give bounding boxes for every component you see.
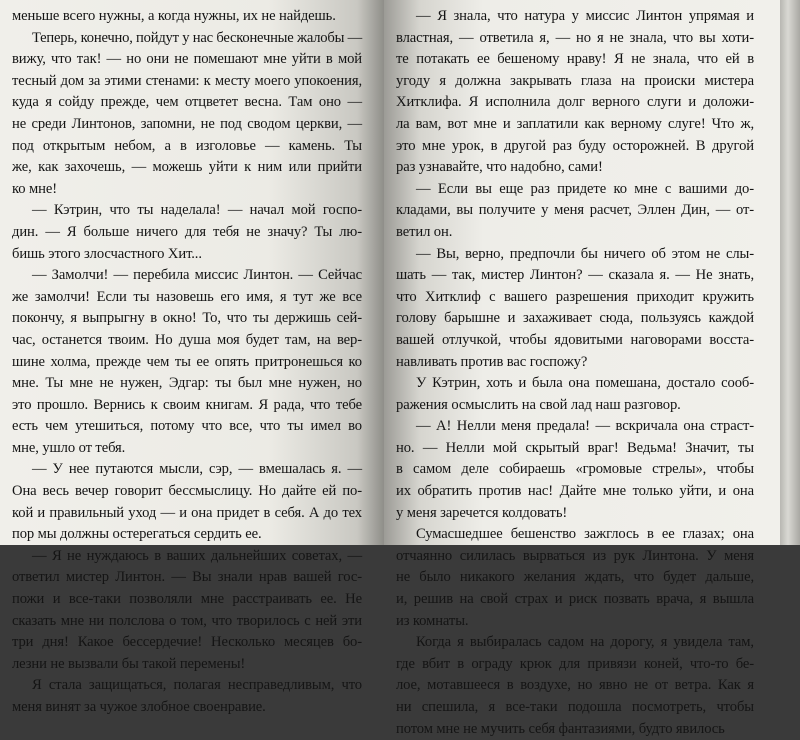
text-line: это мне урок, в другой раз буду осторожней. В другой xyxy=(396,137,754,154)
text-line: кладами, вы получите у меня расчет, Эллен Дин, — от- xyxy=(396,202,754,219)
text-line: куда я сойду прежде, чем отцветет весна. Там оно — xyxy=(12,94,362,111)
text-line: что Хитклиф с вашего разрешения приходит кружить xyxy=(396,288,754,305)
text-line: — Я не нуждаюсь в ваших дальнейших советах, — xyxy=(32,547,362,564)
text-line: под открытым небом, а в изголовье — камень. Ты xyxy=(12,137,362,154)
text-line: ни спешила, я все-таки подошла посмотреть, чтобы xyxy=(396,699,754,715)
text-line: Когда я выбиралась садом на дорогу, я увидела там, xyxy=(416,634,754,651)
text-line: меня винят за чужое злобное своенравие. xyxy=(12,699,266,715)
text-line: вижу, что так! — но они не помешают мне уйти в мой xyxy=(12,51,362,68)
text-line: властная, — ответила я, — но я не знала, что вы хоти- xyxy=(396,29,754,46)
text-line: мне, ушло от тебя. xyxy=(12,439,126,456)
text-line: не было никакого желания ждать, что будет дальше, xyxy=(396,569,754,586)
text-line: кой и правильный уход — и она придет в себя. А до тех xyxy=(12,504,362,521)
text-line: но. — Нелли мой скрытый враг! Ведьма! Значит, ты xyxy=(396,439,754,456)
text-line: бишь этого злосчастного Хит... xyxy=(12,245,202,262)
text-line: те потакать ее бешеному нраву! Я не знала, что ей в xyxy=(396,51,754,68)
text-line: потом мне не мучить себя фантазиями, будто явилось xyxy=(396,720,725,737)
text-line: лезни не вызвали бы такой перемены! xyxy=(12,655,246,672)
text-line: Сумасшедшее бешенство зажглось в ее глазах; она xyxy=(416,526,754,543)
text-line: ответил мистер Линтон. — Вы знали нрав вашей гос- xyxy=(12,569,362,586)
text-line: же замолчи! Если ты назовешь его имя, я тут же все xyxy=(12,288,362,305)
text-line: не среди Линтонов, запомни, не под сводом церкви, — xyxy=(12,115,362,132)
text-line: в самом деле собираешь «громовые стрелы», чтобы xyxy=(396,461,754,478)
text-line: ла вам, вот мне и заплатили как верному слуге! Что ж, xyxy=(396,115,754,132)
text-line: ражения осмыслить на свой лад наш разговор. xyxy=(396,396,681,413)
text-line: угоду я должна закрывать глаза на происки мистера xyxy=(396,72,754,89)
text-line: Хитклифа. Я исполнила долг верного слуги и доложи- xyxy=(396,94,754,111)
text-line: — Замолчи! — перебила миссис Линтон. — Сейчас xyxy=(32,267,362,284)
text-line: раз узнавайте, что надобно, сами! xyxy=(396,159,603,176)
text-line: три дня! Какое бессердечие! Несколько месяцев бо- xyxy=(12,634,362,651)
text-line: — Кэтрин, что ты наделала! — начал мой госпо- xyxy=(32,202,362,219)
text-line: сказать мне ни полслова о том, что творилось с ней эти xyxy=(12,612,362,629)
text-line: тесный дом за этими стенами: к месту моего упокоения, xyxy=(12,72,362,89)
text-line: шине холма, прежде чем ты ее опять притронешься ко xyxy=(12,353,362,370)
text-line: шать — так, мистер Линтон? — сказала я. — Не знать, xyxy=(396,267,754,284)
text-line: голову барышне и захаживает сюда, пользуясь каждой xyxy=(396,310,754,327)
text-line: лое, мотавшееся в воздухе, но явно не от ветра. Как я xyxy=(396,677,754,694)
text-line: у меня заречется колдовать! xyxy=(396,504,568,521)
text-line: навливать против вас госпожу? xyxy=(396,353,588,370)
text-line: меньше всего нужны, а когда нужны, их не найдешь. xyxy=(12,8,336,24)
text-line: это прошло. Вернись к своим книгам. Я рада, что тебе xyxy=(12,396,362,413)
text-line: Теперь, конечно, пойдут у нас бесконечные жалобы — xyxy=(32,29,362,46)
text-line: ко мне! xyxy=(12,180,57,197)
left-page xyxy=(0,0,384,715)
text-line: час, останется твоим. Но душа моя будет там, на вер- xyxy=(12,331,362,348)
text-line: их обратить против нас! Дайте мне только уйти, и она xyxy=(396,483,754,500)
text-line: же, как захочешь, — можешь уйти к ним или прийти xyxy=(12,159,362,176)
text-line: — Вы, верно, предпочли бы ничего об этом не слы- xyxy=(416,245,754,262)
text-line: — Я знала, что натура у миссис Линтон упрямая и xyxy=(416,8,754,24)
page-edges xyxy=(780,0,800,545)
text-line: — Если вы еще раз придете ко мне с вашими до- xyxy=(416,180,754,197)
text-line: Она весь вечер говорит бессмыслицу. Но дайте ей по- xyxy=(12,483,362,500)
text-line: ветил он. xyxy=(396,223,453,240)
text-line: пор мы должны остерегаться сердить ее. xyxy=(12,526,262,543)
left-page-text xyxy=(12,6,362,719)
text-line: есть чем утешиться, потому что все, что ты имел во xyxy=(12,418,362,435)
right-page-text xyxy=(396,6,754,740)
text-line: вашей отлучкой, чтобы ядовитыми наговорами восста- xyxy=(396,331,754,348)
text-line: и, решив на свой страх и риск позвать врача, я вышла xyxy=(396,591,754,608)
text-line: мне. Ты мне не нужен, Эдгар: ты был мне нужен, но xyxy=(12,375,362,392)
text-line: — А! Нелли меня предала! — вскричала она страст- xyxy=(416,418,754,435)
text-line: отчаянно силилась вырваться из рук Линтона. У меня xyxy=(396,547,754,564)
text-line: У Кэтрин, хоть и была она помешана, достало сооб- xyxy=(416,375,754,392)
text-line: где вбит в ограду крюк для привязи коней, что-то бе- xyxy=(396,655,754,672)
text-line: пожи и все-таки позволяли мне расстраивать ее. Не xyxy=(12,591,362,608)
right-page xyxy=(384,0,780,737)
text-line: покончу, я выпрыгну в окно! То, что ты держишь сей- xyxy=(12,310,362,327)
text-line: Я стала защищаться, полагая несправедливым, что xyxy=(32,677,362,694)
text-line: дин. — Я больше ничего для тебя не значу? Ты лю- xyxy=(12,223,362,240)
text-line: из комнаты. xyxy=(396,612,469,629)
text-line: — У нее путаются мысли, сэр, — вмешалась я. — xyxy=(32,461,362,478)
